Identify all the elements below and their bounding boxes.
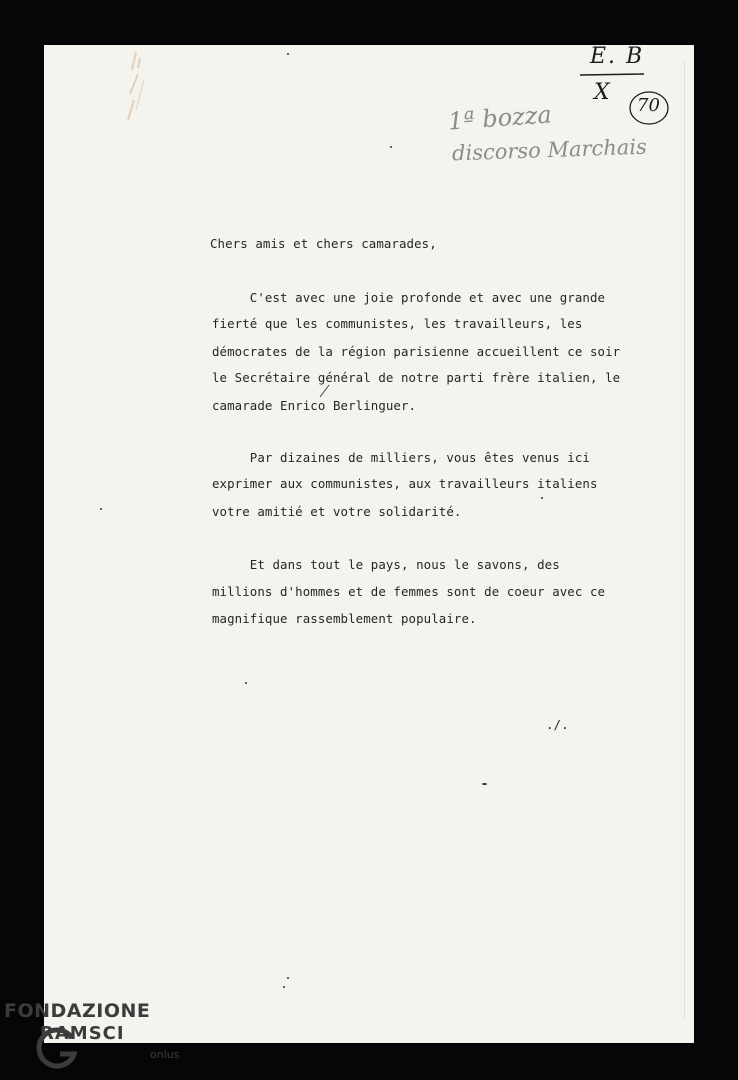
paper-fold-edge <box>684 60 693 1020</box>
paragraph-2-line-2: exprimer aux communistes, aux travailleurs italiens <box>212 476 598 491</box>
watermark-line-2: RAMSCI <box>40 1023 125 1044</box>
initials-annotation: E. B <box>590 44 645 69</box>
correction-stroke <box>318 383 332 399</box>
paragraph-1-line-2: fierté que les communistes, les travailleurs, les <box>212 316 583 331</box>
pencil-note-speech: discorso Marchais <box>451 134 648 166</box>
salutation: Chers amis et chers camarades, <box>210 236 437 251</box>
paragraph-3-line-3: magnifique rassemblement populaire. <box>212 611 477 626</box>
pencil-note-draft: 1ª bozza <box>447 100 553 136</box>
cross-mark: X <box>594 80 610 105</box>
dust-speck <box>390 146 392 148</box>
archive-watermark <box>4 998 204 1078</box>
dust-speck <box>287 977 289 979</box>
initials-underline <box>578 72 648 78</box>
paragraph-3-line-2: millions d'hommes et de femmes sont de coeur avec ce <box>212 584 606 599</box>
paragraph-2-line-3: votre amitié et votre solidarité. <box>212 504 462 519</box>
dust-speck <box>482 783 487 785</box>
dust-speck <box>245 682 247 684</box>
dust-speck <box>283 986 285 988</box>
watermark-line-3: onlus <box>150 1048 180 1061</box>
paragraph-1-line-1: C'est avec une joie profonde et avec une grande <box>212 290 606 305</box>
paper-sheet <box>44 45 694 1043</box>
paragraph-3-line-1: Et dans tout le pays, nous le savons, des <box>212 557 560 572</box>
continuation-mark: ./. <box>546 717 569 732</box>
page-number: 70 <box>637 95 660 116</box>
dust-speck <box>541 497 543 499</box>
dust-speck <box>100 508 102 510</box>
paragraph-1-line-4: le Secrétaire général de notre parti frère italien, le <box>212 370 621 385</box>
paragraph-1-line-5: camarade Enrico Berlinguer. <box>212 398 417 413</box>
rust-stain <box>118 50 158 140</box>
paragraph-1-line-3: démocrates de la région parisienne accueillent ce soir <box>212 344 621 359</box>
watermark-line-1: FONDAZIONE <box>4 1000 151 1022</box>
paragraph-2-line-1: Par dizaines de milliers, vous êtes venus ici <box>212 450 590 465</box>
dust-speck <box>287 53 289 55</box>
